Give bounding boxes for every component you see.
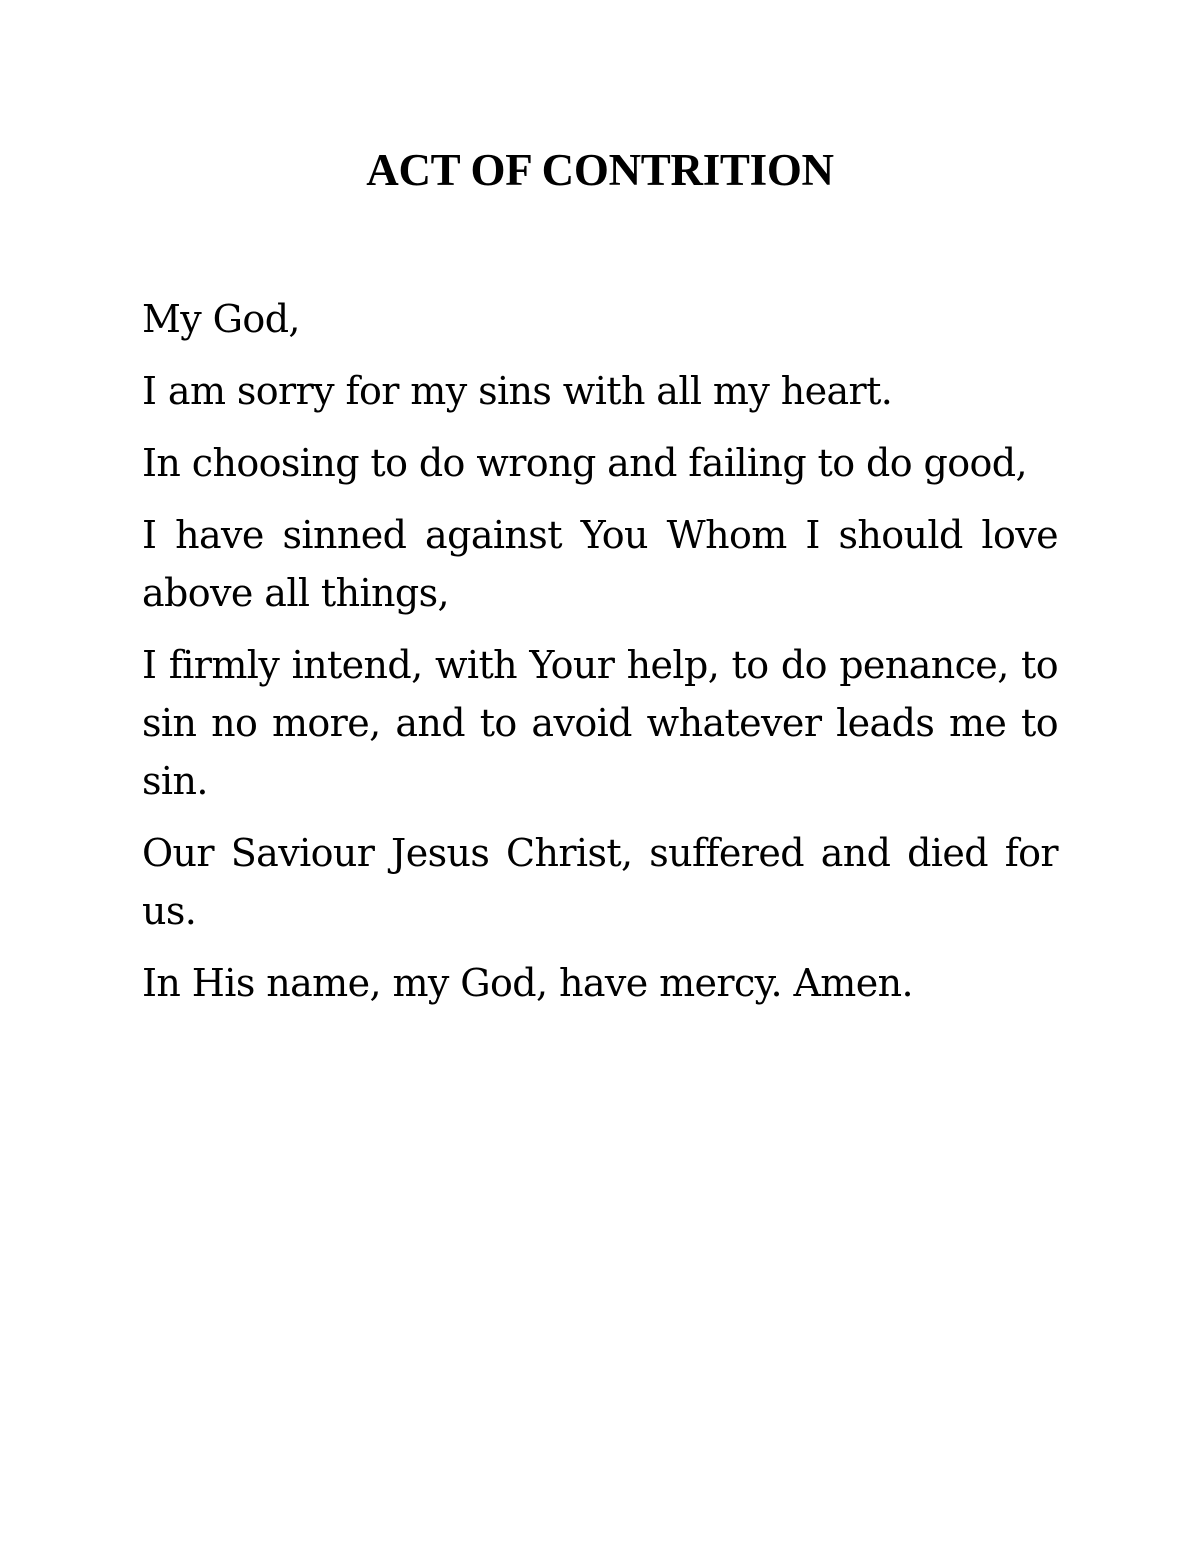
prayer-line-choosing: In choosing to do wrong and failing to do good, xyxy=(142,441,1027,485)
prayer-line-sinned: I have sinned against You Whom I should love above all things, xyxy=(142,513,1058,615)
prayer-line-sorrow: I am sorry for my sins with all my heart. xyxy=(142,369,893,413)
prayer-line-greeting: My God, xyxy=(142,297,300,341)
prayer-line-saviour: Our Saviour Jesus Christ, suffered and died for us. xyxy=(142,831,1058,933)
prayer-body xyxy=(142,290,1058,1026)
document-title: ACT OF CONTRITION xyxy=(366,145,834,195)
prayer-line-mercy: In His name, my God, have mercy. Amen. xyxy=(142,961,913,1005)
prayer-line-intend: I firmly intend, with Your help, to do penance, to sin no more, and to avoid whatever leads me to sin. xyxy=(142,643,1058,803)
